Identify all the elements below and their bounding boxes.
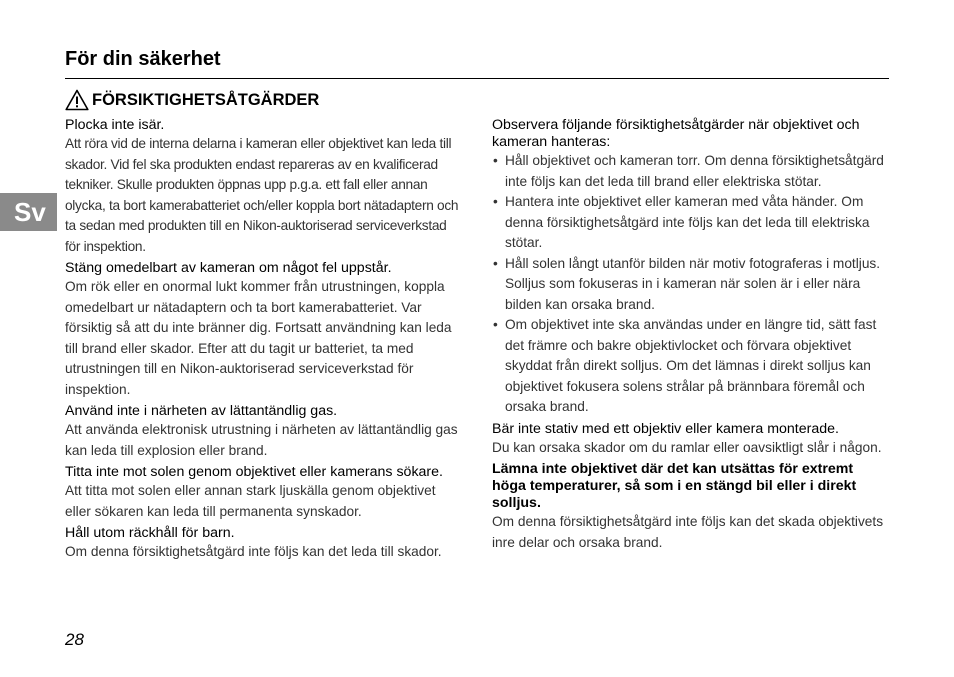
section-title: Lämna inte objektivet där det kan utsättas för extremt höga temperaturer, så som i en stängd bil eller i direkt solljus.: [492, 461, 857, 511]
caution-heading-text: FÖRSIKTIGHETSÅTGÄRDER: [92, 90, 320, 109]
section-malfunction: [65, 260, 463, 400]
section-title: Använd inte i närheten av lättantändlig gas.: [65, 403, 338, 419]
list-item: • Hantera inte objektivet eller kameran med våta händer. Om denna försiktighetsåtgärd inte följs kan det leda till elektriska stötar.: [492, 192, 888, 254]
section-body: Att titta mot solen eller annan stark ljuskälla genom objektivet eller sökaren kan leda till permanenta synskador.: [65, 483, 436, 519]
section-body: Om denna försiktighetsåtgärd inte följs kan det skada objektivets inre delar och orsaka brand.: [492, 514, 884, 550]
section-flammable-gas: [65, 403, 463, 461]
section-body: Du kan orsaka skador om du ramlar eller oavsiktligt slår i någon.: [492, 439, 882, 455]
list-item: • Håll objektivet och kameran torr. Om denna försiktighetsåtgärd inte följs kan det leda till brand eller elektriska stötar.: [492, 151, 888, 192]
page-title: För din säkerhet: [65, 48, 221, 70]
section-body: Att använda elektronisk utrustning i närheten av lättantändlig gas kan leda till explosion eller brand.: [65, 422, 458, 458]
list-item: • Om objektivet inte ska användas under en längre tid, sätt fast det främre och bakre objektivlocket och förvara objektivet skyddat från direkt solljus. Om det lämnas i direkt solljus kan objektivet fokusera solens strålar på brännbara föremål och orsaka brand.: [492, 315, 888, 418]
section-title: Plocka inte isär.: [65, 117, 165, 133]
section-tripod: [492, 421, 888, 459]
right-column: [492, 117, 888, 556]
section-title: Håll utom räckhåll för barn.: [65, 525, 235, 541]
left-column: [65, 117, 463, 566]
page-number: 28: [65, 630, 84, 649]
handling-intro: Observera följande försiktighetsåtgärder när objektivet och kameran hanteras:: [492, 117, 860, 150]
section-children: [65, 525, 463, 563]
handling-bullet-list: [492, 151, 888, 418]
warning-triangle-icon: [65, 89, 89, 111]
section-body: Om rök eller en onormal lukt kommer från utrustningen, koppla omedelbart ur nätadaptern och ta bort kamerabatteriet. Var försiktig så att du inte bränner dig. Fortsatt användning kan leda till brand eller skador. Efter att du tagit ur batteriet, ta med utrustningen till en Nikon-auktoriserad serviceverkstad för inspektion.: [65, 279, 452, 397]
section-body: Att röra vid de interna delarna i kameran eller objektivet kan leda till skador. Vid fel ska produkten endast repareras av en kvalificerad tekniker. Skulle produkten öppnas upp p.g.a. ett fall eller annan olycka, ta bort kamerabatteriet och/eller koppla bort nätadaptern och ta sedan med produkten till en Nikon-auktoriserad serviceverkstad för inspektion.: [65, 136, 459, 254]
caution-heading: [65, 88, 319, 112]
section-high-temperature: [492, 461, 888, 553]
list-item: • Håll solen långt utanför bilden när motiv fotograferas i motljus. Solljus som fokuseras in i kameran när solen är i eller nära bilden kan orsaka brand.: [492, 254, 888, 316]
section-title: Stäng omedelbart av kameran om något fel uppstår.: [65, 260, 392, 276]
section-title: Titta inte mot solen genom objektivet eller kamerans sökare.: [65, 464, 443, 480]
section-disassembly: [65, 117, 463, 257]
title-divider: [65, 78, 889, 79]
section-title: Bär inte stativ med ett objektiv eller kamera monterade.: [492, 420, 839, 437]
section-sun-viewing: [65, 464, 463, 522]
language-tab: Sv: [0, 193, 57, 231]
section-body: Om denna försiktighetsåtgärd inte följs kan det leda till skador.: [65, 544, 442, 559]
